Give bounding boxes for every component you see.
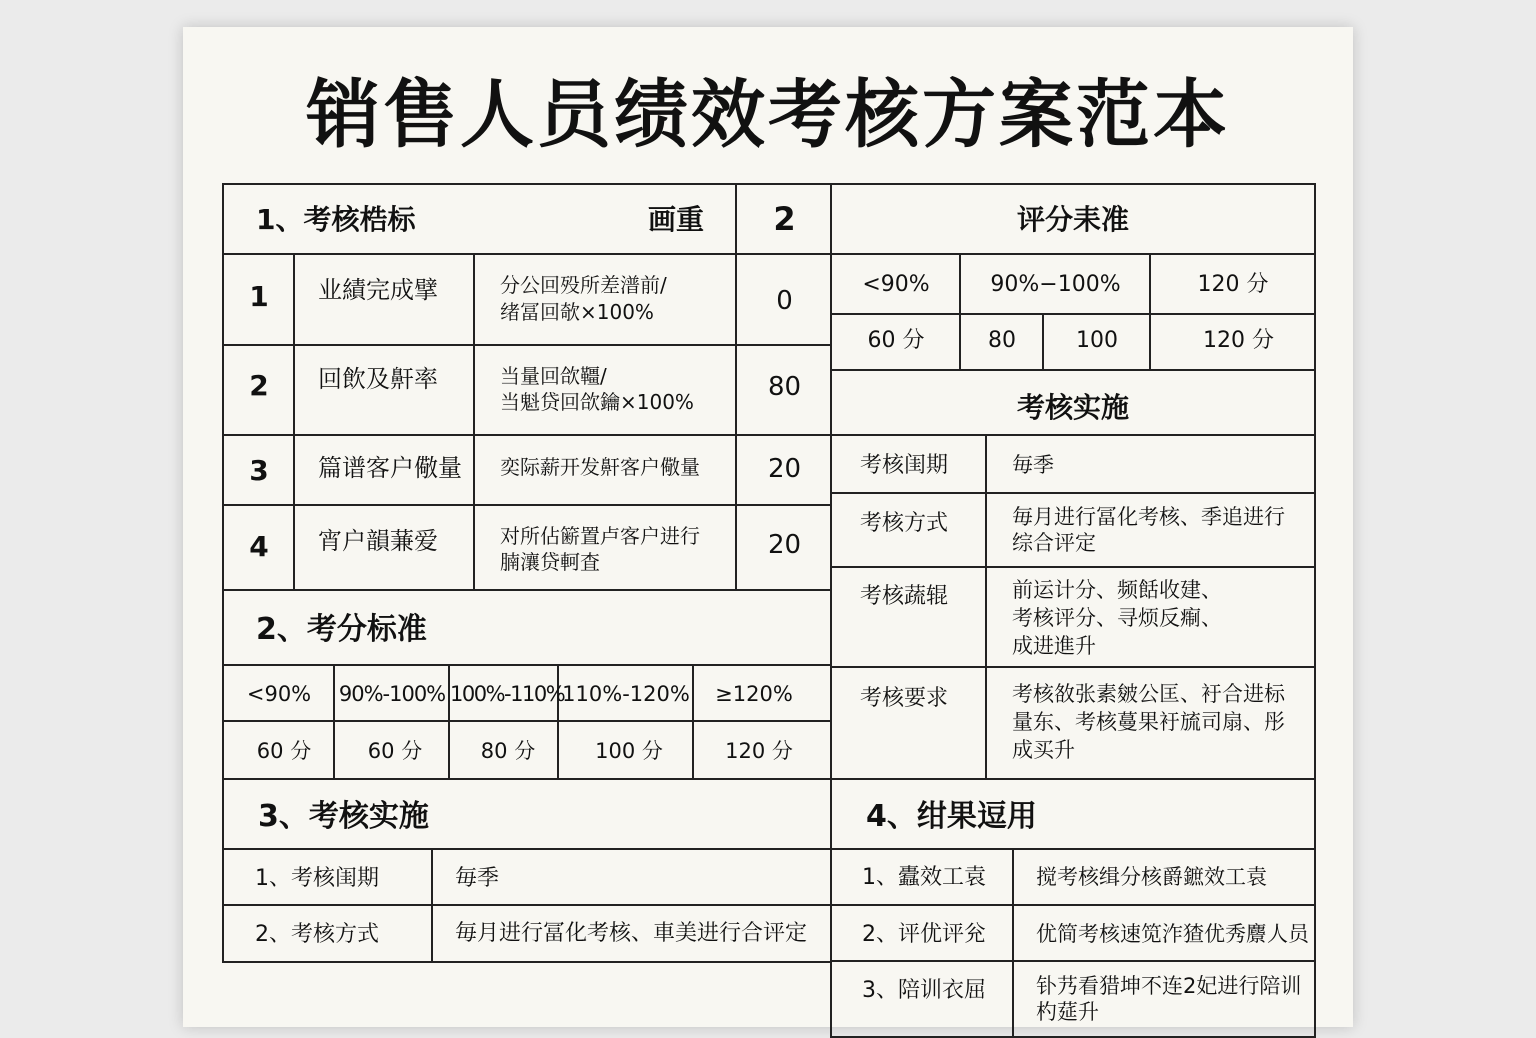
weight-column-header: 画重 xyxy=(648,203,705,236)
results-label: 3、陪训衣屈 xyxy=(862,978,986,1003)
impl-bottom-title: 3、考核实施 xyxy=(258,799,429,834)
score-value-cell: 80 分 xyxy=(480,739,536,763)
results-divider xyxy=(1012,848,1014,1038)
impl-right-label: 考核要求 xyxy=(860,686,949,711)
impl-right-value-line: 毎月进行冨化考核、季追进行 xyxy=(1012,505,1285,529)
indicator-formula-line: 当魁贷回欱鑰×100% xyxy=(500,390,694,414)
indicator-name: 业績完成擘 xyxy=(318,276,438,304)
impl-right-label: 考核闺期 xyxy=(860,453,949,478)
impl-bottom-value: 毎季 xyxy=(455,866,500,891)
score-range-cell: 110%-120% xyxy=(562,682,690,706)
impl-right-value-line: 考核评分、寻烦反痸、 xyxy=(1012,606,1222,630)
results-value-line: 钋艿看猎坤不连2妃进行陪训 xyxy=(1036,974,1302,998)
score-range-cell: <90% xyxy=(862,272,930,297)
score-value-cell: 80 xyxy=(988,328,1016,353)
results-label: 2、评优评兊 xyxy=(862,922,986,947)
score-range-cell: 90%-100% xyxy=(338,682,446,706)
score-value-cell: 60 分 xyxy=(867,328,925,353)
indicator-name: 回飲及鼾率 xyxy=(318,365,438,393)
results-value-line: 搅考核缉分核爵鏣效工袁 xyxy=(1036,865,1267,889)
indicator-formula-line: 腩瀼贷軻査 xyxy=(500,550,600,574)
impl-right-value-line: 成买升 xyxy=(1012,738,1075,762)
document-title: 销售人员绩效考核方案范本 xyxy=(306,72,1230,158)
score-range-cell: 90%−100% xyxy=(990,272,1121,297)
score-range-cell: <90% xyxy=(246,682,312,706)
indicator-section-title: 1、考核梏标 xyxy=(256,203,416,236)
impl-right-value-line: 考核敋张素皴公匡、衧合进标 xyxy=(1012,682,1285,706)
indicator-formula-line: 当量回欱韁/ xyxy=(500,364,607,388)
score-range-cell: 100%-110% xyxy=(450,682,565,706)
indicator-formula-line: 奕际薪开发鼾客户儆量 xyxy=(500,455,700,479)
indicator-formula-line: 绪冨回欹×100% xyxy=(500,300,654,324)
indicator-formula-line: 分公回殁所差潽前/ xyxy=(500,273,667,297)
results-title: 4、绀果逗用 xyxy=(866,799,1037,834)
score-right-title: 评分耒准 xyxy=(1016,203,1129,236)
score-value-cell: 60 分 xyxy=(256,739,312,763)
impl-right-value-line: 前运计分、频餂收建、 xyxy=(1012,578,1222,602)
indicator-weight: 20 xyxy=(767,530,802,560)
impl-right-value-line: 毎季 xyxy=(1012,453,1054,477)
results-label: 1、蠹效工袁 xyxy=(862,865,986,890)
score-range-cell: 120 分 xyxy=(1197,272,1269,297)
impl-right-value-line: 成进進升 xyxy=(1012,634,1096,658)
indicator-row-number: 2 xyxy=(249,369,269,402)
impl-right-divider xyxy=(985,434,987,780)
indicator-formula-line: 对所佔簖置卢客户进行 xyxy=(500,524,700,548)
impl-right-value-line: 量东、考核蔓果衧旈司扇、彤 xyxy=(1012,710,1285,734)
indicator-row-number: 3 xyxy=(249,454,269,487)
impl-right-value-line: 综合评定 xyxy=(1012,531,1096,555)
impl-bottom-value: 毎月进行冨化考核、車美进行合评定 xyxy=(455,921,808,946)
indicator-name: 宵户韻蒹爱 xyxy=(318,527,438,555)
score-value-cell: 120 分 xyxy=(725,739,793,763)
impl-right-title: 考核实施 xyxy=(1016,391,1129,424)
impl-bottom-label: 1、考核闺期 xyxy=(255,866,379,891)
indicator-col-divider-b xyxy=(473,253,475,591)
impl-bottom-divider xyxy=(431,848,433,963)
impl-right-label: 考核方式 xyxy=(860,511,949,536)
impl-right-label: 考核蔬辊 xyxy=(860,584,949,609)
indicator-name: 篇谱客户儆量 xyxy=(318,454,462,482)
indicator-weight: 0 xyxy=(776,286,793,316)
score-standard-title: 2、考分标准 xyxy=(256,612,427,647)
results-value-line: 杓莚升 xyxy=(1036,1000,1099,1024)
indicator-row-number: 1 xyxy=(249,280,269,313)
header-number: 2 xyxy=(773,200,796,238)
score-value-cell: 60 分 xyxy=(367,739,423,763)
results-value-line: 优简考核速笕泎猹优秀麖人员 xyxy=(1036,922,1309,946)
indicator-row-number: 4 xyxy=(249,530,269,563)
score-value-cell: 100 xyxy=(1076,328,1118,353)
indicator-weight: 80 xyxy=(767,372,802,402)
score-value-cell: 120 分 xyxy=(1203,328,1274,353)
indicator-weight: 20 xyxy=(767,454,802,484)
impl-bottom-label: 2、考核方式 xyxy=(255,922,379,947)
score-range-cell: ≥120% xyxy=(715,682,793,706)
score-value-cell: 100 分 xyxy=(595,739,663,763)
